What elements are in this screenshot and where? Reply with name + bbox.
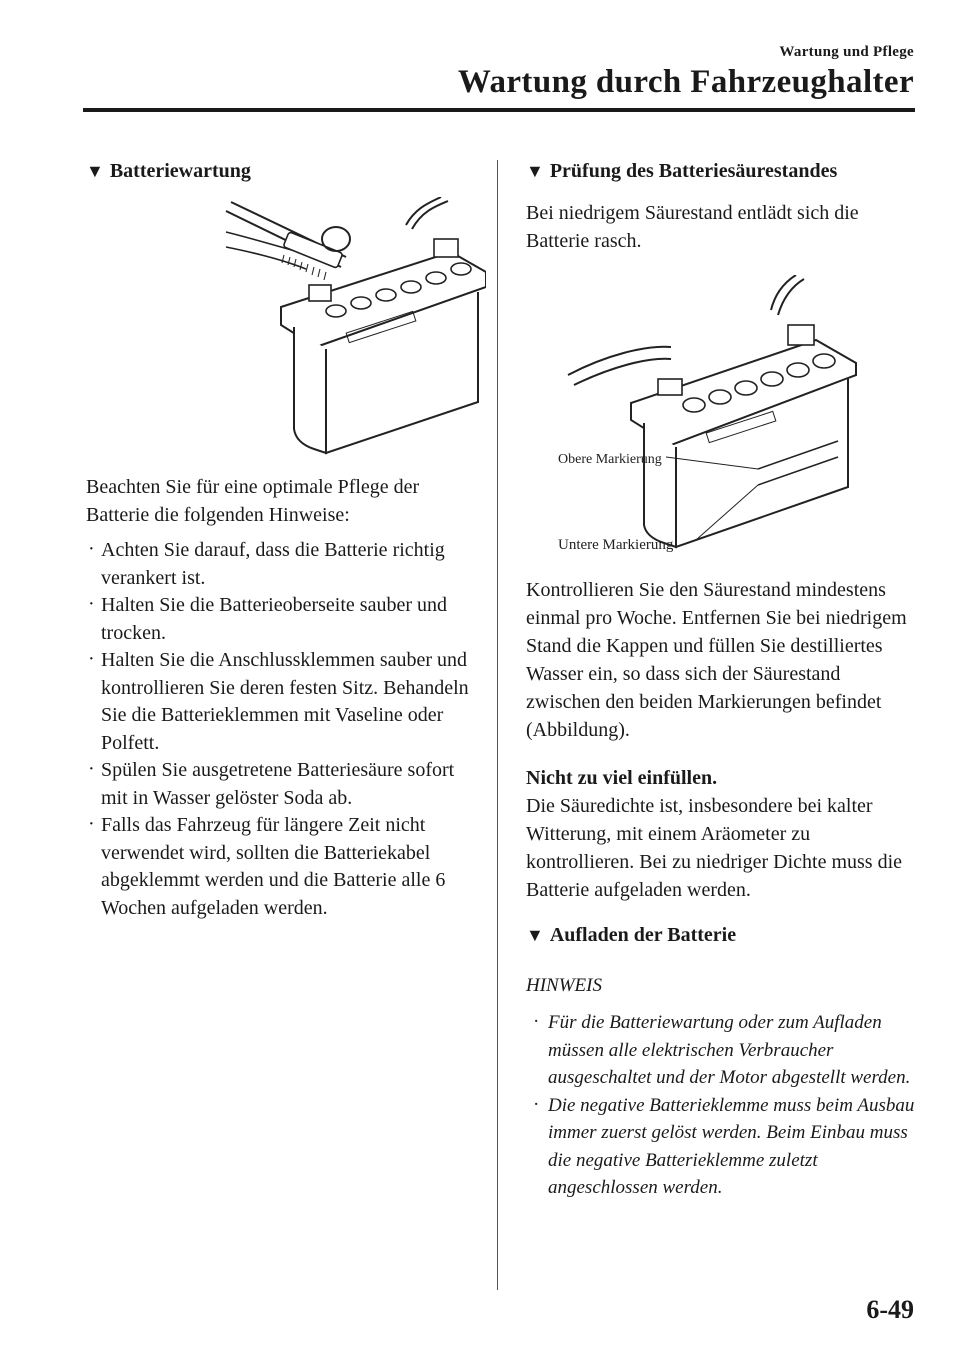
note-label: HINWEIS [526, 975, 602, 996]
list-item: · Halten Sie die Anschlussklemmen sauber und kontrollieren Sie deren festen Sitz. Behandeln Sie die Batterieklemmen mit Vaseline oder Polfett. [88, 648, 469, 754]
page-title: Wartung durch Fahrzeughalter [457, 64, 914, 100]
heading-batteriewartung [86, 160, 476, 183]
heading-aufladen [526, 924, 916, 947]
note-list [526, 1009, 916, 1202]
lower-mark-label: Untere Markierung [558, 537, 674, 553]
list-item: · Die negative Batterieklemme muss beim Ausbau immer zuerst gelöst werden. Beim Einbau muss die negative Batterieklemme zuletzt angeschlossen werden. [533, 1093, 915, 1198]
heading-saeurestand [526, 160, 916, 183]
triangle-icon: ▼ [86, 161, 104, 181]
column-divider [497, 160, 498, 1290]
heading-text: Prüfung des Batteriesäurestandes [549, 160, 838, 182]
heading-text: Batteriewartung [109, 160, 251, 182]
list-item: · Achten Sie darauf, dass die Batterie richtig verankert ist. [88, 538, 445, 589]
left-column [86, 160, 476, 922]
right-column [526, 160, 916, 1202]
list-item: · Für die Batteriewartung oder zum Aufladen müssen alle elektrischen Verbraucher ausgeschaltet und der Motor abgestellt werden. [533, 1011, 911, 1088]
page-number: 6-49 [866, 1295, 914, 1324]
intro-paragraph: Bei niedrigem Säurestand entlädt sich die Batterie rasch. [526, 202, 859, 252]
header-rule [83, 108, 915, 112]
section-label: Wartung und Pflege [779, 44, 914, 60]
maintenance-list [86, 537, 476, 922]
acid-level-illustration [526, 275, 916, 560]
upper-mark-label: Obere Markierung [558, 452, 662, 467]
list-item: · Halten Sie die Batterieoberseite sauber und trocken. [88, 593, 447, 644]
warning-paragraph: Die Säuredichte ist, insbesondere bei kalter Witterung, mit einem Aräometer zu kontrollieren. Bei zu niedriger Dichte muss die Batterie aufgeladen werden. [526, 795, 903, 901]
intro-paragraph: Beachten Sie für eine optimale Pflege der Batterie die folgenden Hinweise: [86, 476, 420, 526]
triangle-icon: ▼ [526, 161, 544, 181]
triangle-icon: ▼ [526, 925, 544, 945]
list-item: · Spülen Sie ausgetretene Batteriesäure sofort mit in Wasser gelöster Soda ab. [88, 758, 455, 809]
battery-cleaning-illustration [186, 197, 486, 459]
check-paragraph: Kontrollieren Sie den Säurestand mindestens einmal pro Woche. Entfernen Sie bei niedrigem Stand die Kappen und füllen Sie destilliertes Wasser ein, so dass sich der Säurestand zwischen den beiden Markierungen befindet (Abbildung). [526, 579, 907, 741]
heading-text: Aufladen der Batterie [549, 924, 737, 946]
list-item: · Falls das Fahrzeug für längere Zeit nicht verwendet wird, sollten die Batteriekabel abgeklemmt werden und die Batterie alle 6 Wochen aufgeladen werden. [88, 813, 446, 919]
warning-bold: Nicht zu viel einfüllen. [526, 767, 718, 789]
